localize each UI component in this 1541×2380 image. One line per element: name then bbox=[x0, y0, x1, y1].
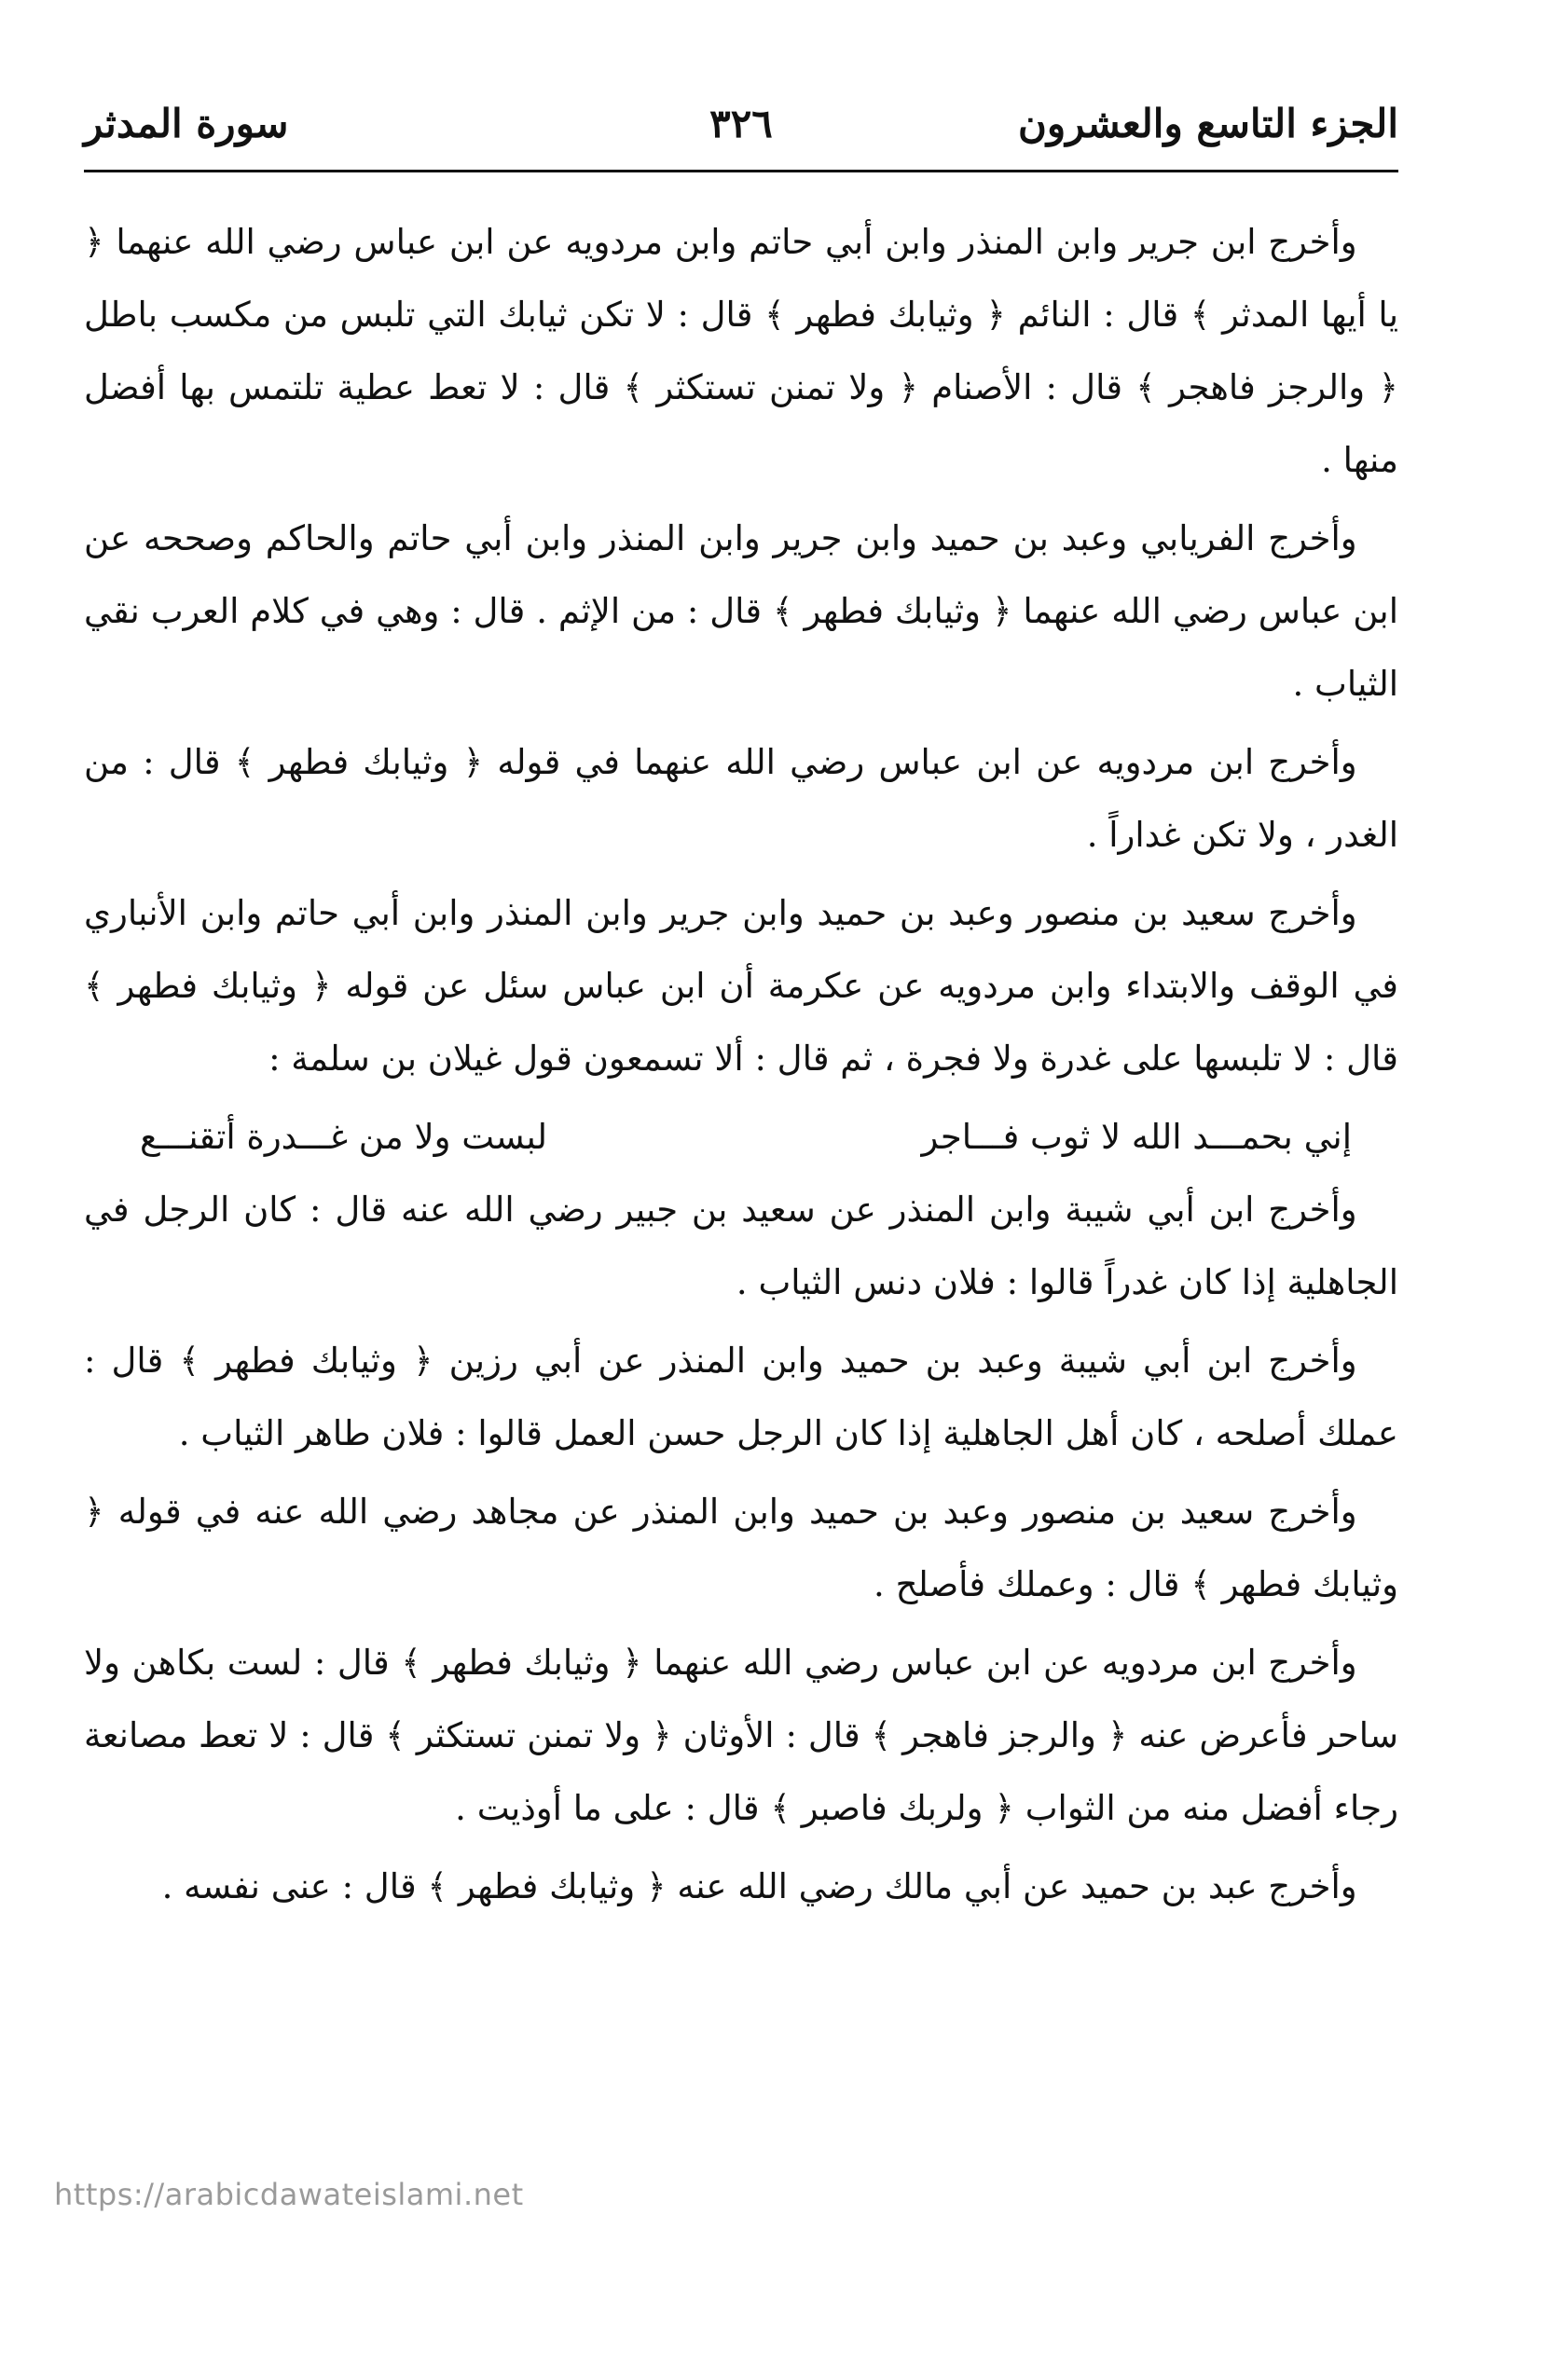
paragraph-8: وأخرج ابن مردويه عن ابن عباس رضي الله عنهما ﴿ وثيابك فطهر ﴾ قال : لست بكاهن ولا ساحر فأعرض عنه ﴿ والرجز فاهجر ﴾ قال : الأوثان ﴿ ولا تمنن تستكثر ﴾ قال : لا تعط مصانعة رجاء أفضل منه من الثواب ﴿ ولربك فاصبر ﴾ قال : على ما أوذيت . bbox=[84, 1643, 1398, 1828]
paragraph-9: وأخرج عبد بن حميد عن أبي مالك رضي الله عنه ﴿ وثيابك فطهر ﴾ قال : عنى نفسه . bbox=[161, 1866, 1357, 1906]
watermark-url: https://arabicdawateislami.net bbox=[54, 2177, 524, 2212]
running-header bbox=[84, 84, 1398, 172]
surah-title: سورة المدثر bbox=[84, 101, 289, 146]
paragraph-4: وأخرج سعيد بن منصور وعبد بن حميد وابن جرير وابن المنذر وابن أبي حاتم وابن الأنباري في الوقف والابتداء وابن مردويه عن عكرمة أن ابن عباس سئل عن قوله ﴿ وثيابك فطهر ﴾ قال : لا تلبسها على غدرة ولا فجرة ، ثم قال : ألا تسمعون قول غيلان بن سلمة : bbox=[84, 893, 1398, 1079]
verse-first-hemistich: إني بحمـــد الله لا ثوب فـــاجر bbox=[921, 1117, 1352, 1157]
book-page bbox=[84, 84, 1398, 2340]
paragraph-7: وأخرج سعيد بن منصور وعبد بن حميد وابن المنذر عن مجاهد رضي الله عنه في قوله ﴿ وثيابك فطهر ﴾ قال : وعملك فأصلح . bbox=[84, 1492, 1398, 1604]
paragraph-6: وأخرج ابن أبي شيبة وعبد بن حميد وابن المنذر عن أبي رزين ﴿ وثيابك فطهر ﴾ قال : عملك أصلحه ، كان أهل الجاهلية إذا كان الرجل حسن العمل قالوا : فلان طاهر الثياب . bbox=[84, 1341, 1398, 1453]
part-title: الجزء التاسع والعشرون bbox=[1017, 101, 1398, 146]
paragraph-2: وأخرج الفريابي وعبد بن حميد وابن جرير وابن المنذر وابن أبي حاتم والحاكم وصححه عن ابن عباس رضي الله عنهما ﴿ وثيابك فطهر ﴾ قال : من الإثم . قال : وهي في كلام العرب نقي الثياب . bbox=[84, 518, 1398, 704]
verse-second-hemistich: لبست ولا من غـــدرة أتقنـــع bbox=[140, 1117, 547, 1157]
paragraph-3: وأخرج ابن مردويه عن ابن عباس رضي الله عنهما في قوله ﴿ وثيابك فطهر ﴾ قال : من الغدر ، ولا تكن غداراً . bbox=[84, 742, 1398, 855]
poetry-verse bbox=[84, 1101, 1398, 1174]
page-number: ٣٢٦ bbox=[709, 101, 773, 146]
page-body bbox=[84, 172, 1398, 1923]
paragraph-5: وأخرج ابن أبي شيبة وابن المنذر عن سعيد بن جبير رضي الله عنه قال : كان الرجل في الجاهلية إذا كان غدراً قالوا : فلان دنس الثياب . bbox=[84, 1190, 1398, 1302]
paragraph-1: وأخرج ابن جرير وابن المنذر وابن أبي حاتم وابن مردويه عن ابن عباس رضي الله عنهما ﴿ يا أيها المدثر ﴾ قال : النائم ﴿ وثيابك فطهر ﴾ قال : لا تكن ثيابك التي تلبس من مكسب باطل ﴿ والرجز فاهجر ﴾ قال : الأصنام ﴿ ولا تمنن تستكثر ﴾ قال : لا تعط عطية تلتمس بها أفضل منها . bbox=[84, 222, 1398, 480]
